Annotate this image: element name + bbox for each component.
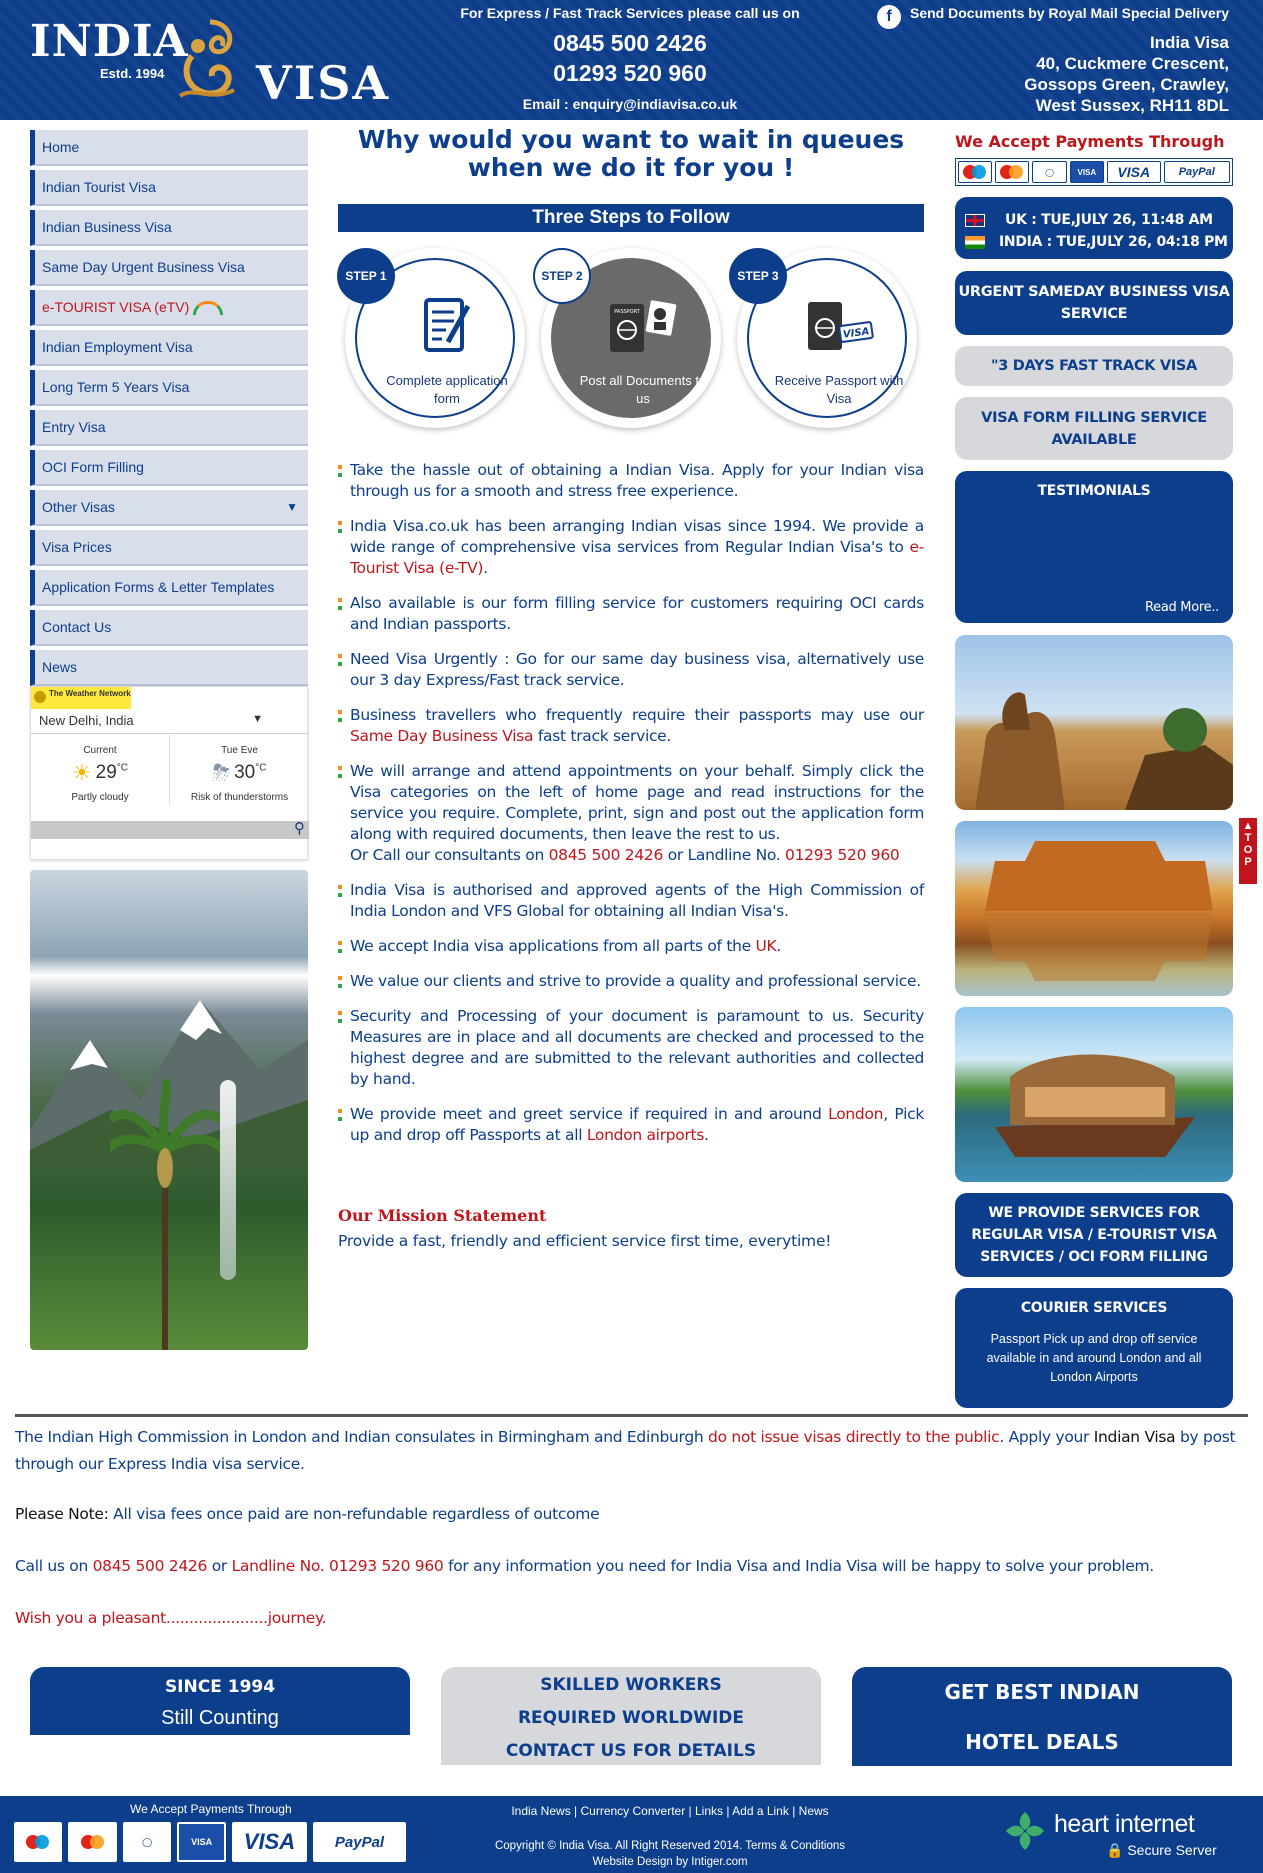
footer-links: India News | Currency Converter | Links | Add a Link | News	[511, 1804, 829, 1818]
page-title	[338, 126, 924, 182]
site-footer	[0, 1796, 1263, 1873]
step-1-badge: STEP 1	[337, 248, 395, 304]
paragraph-text: , Pick up and drop off Passports at all	[350, 1105, 924, 1144]
sidebar-item-label: Indian Business Visa	[42, 219, 172, 235]
weather-network-logo[interactable]: The Weather Network	[31, 687, 131, 709]
header-address	[1024, 32, 1229, 116]
counting-text: Still Counting	[161, 1707, 279, 1729]
address-line: India Visa	[1149, 33, 1229, 52]
paragraph-text: India Visa.co.uk has been arranging Indian visas since 1994. We provide a wide range of comprehensive visa services from Regular Indian Visa's to	[350, 517, 924, 556]
note-text: All visa fees once paid are non-refundable regardless of outcome	[108, 1505, 600, 1523]
uk-link[interactable]: UK	[755, 937, 777, 955]
testimonials-title: TESTIMONIALS	[1037, 483, 1151, 499]
step-3-text: Receive Passport with Visa	[774, 373, 904, 406]
camel-graphic	[955, 635, 1233, 810]
paypal-icon: PayPal	[313, 1822, 406, 1862]
houseboat-graphic	[955, 1007, 1233, 1182]
logo-emblem-icon[interactable]	[172, 16, 248, 102]
courier-title: COURIER SERVICES	[1020, 1300, 1168, 1316]
visa-card-icon: VISA	[1107, 161, 1161, 183]
footer-payment-cards	[14, 1822, 406, 1862]
note-text: or	[207, 1557, 232, 1575]
uk-time: UK : TUE,JULY 26, 11:48 AM	[1005, 212, 1213, 228]
fort-graphic	[955, 821, 1233, 996]
regular-visa-services-button[interactable]: WE PROVIDE SERVICES FOR REGULAR VISA / E-TOURIST VISA SERVICES / OCI FORM FILLING	[955, 1193, 1233, 1277]
back-to-top-button[interactable]	[1239, 818, 1257, 884]
sidebar-item-news[interactable]	[30, 650, 308, 686]
sidebar-item-label: Home	[42, 139, 80, 155]
weather-next-desc: Risk of thunderstorms	[190, 792, 289, 803]
temp-unit: °C	[116, 762, 129, 774]
weather-city-select[interactable]: New Delhi, India	[39, 713, 134, 728]
paragraph-text: or Landline No.	[663, 846, 786, 864]
chevron-down-icon: ▼	[286, 500, 298, 514]
weather-current-desc: Partly cloudy	[71, 792, 129, 803]
palm-tree-graphic	[110, 1070, 220, 1350]
temp-unit: °C	[255, 762, 267, 774]
address-line: West Sussex, RH11 8DL	[1035, 96, 1229, 115]
title-line: when we do it for you !	[467, 153, 795, 182]
maestro-card-icon	[14, 1822, 62, 1862]
time-clock-box	[955, 197, 1233, 259]
step-2-badge: STEP 2	[533, 248, 591, 304]
title-line: Why would you want to wait in queues	[357, 125, 905, 154]
steps-heading: Three Steps to Follow	[338, 204, 924, 232]
content-paragraph	[338, 761, 924, 866]
footer-link-add[interactable]: Add a Link	[732, 1804, 789, 1818]
weather-next-label: Tue Eve	[221, 745, 258, 756]
header-phone-landline[interactable]: 01293 520 960	[553, 60, 707, 86]
call-us-note	[15, 1553, 1250, 1580]
sidebar-item-label: Visa Prices	[42, 539, 112, 555]
sidebar-item-employment-visa[interactable]	[30, 330, 308, 366]
paragraph-text: fast track service.	[533, 727, 672, 745]
landline-link[interactable]: Landline No. 01293 520 960	[231, 1557, 444, 1575]
address-line: Gossops Green, Crawley,	[1024, 75, 1229, 94]
header-phone-primary[interactable]: 0845 500 2426	[553, 30, 707, 56]
secure-label: Secure Server	[1127, 1842, 1217, 1858]
section-divider	[15, 1414, 1248, 1417]
step-1-text: Complete application form	[386, 373, 508, 406]
weather-current-label: Current	[83, 745, 117, 756]
paragraph-text: .	[704, 1126, 709, 1144]
passport-visa-icon	[804, 296, 874, 358]
paypal-icon: PayPal	[1164, 161, 1230, 183]
sidebar-item-label: News	[42, 659, 78, 675]
sidebar-nav	[30, 130, 308, 690]
weather-search-bar[interactable]	[31, 821, 309, 839]
paragraph-text: .	[483, 559, 488, 577]
houseboat-image[interactable]	[955, 1007, 1233, 1182]
content-paragraph: Security and Processing of your document is paramount to us. Security Measures are in place and all documents are checked and processed to the highest degree and are submitted to the relevant authorities and collected by hand.	[338, 1006, 924, 1090]
sidebar-item-label: Same Day Urgent Business Visa	[42, 259, 245, 275]
sidebar-item-label: Indian Employment Visa	[42, 339, 193, 355]
arrow-up-icon: ▲	[1242, 820, 1254, 832]
address-line: 40, Cuckmere Crescent,	[1036, 54, 1229, 73]
paragraph-text: .	[776, 937, 782, 955]
london-link[interactable]: London	[828, 1105, 884, 1123]
logo-india-text[interactable]: INDIA	[30, 16, 189, 67]
phone-link[interactable]: 0845 500 2426	[92, 1557, 208, 1575]
step-3-badge: STEP 3	[729, 248, 787, 304]
heart-internet-text: heart internet	[1054, 1810, 1195, 1838]
content-paragraph: India Visa is authorised and approved agents of the High Commission of India London and VFS Global for obtaining all Indian Visa's.	[338, 880, 924, 922]
payment-cards	[955, 158, 1233, 186]
skilled-line: CONTACT US FOR DETAILS	[505, 1741, 757, 1761]
visa-electron-icon: VISA	[177, 1822, 225, 1862]
royal-mail-label: Send Documents by Royal Mail Special Delivery	[910, 5, 1229, 21]
step-2-card	[541, 248, 721, 428]
skilled-line: REQUIRED WORLDWIDE	[517, 1708, 745, 1728]
read-more-link[interactable]: Read More..	[1145, 600, 1219, 615]
sidebar-item-tourist-visa[interactable]	[30, 170, 308, 206]
paragraph-text: We provide meet and greet service if required in and around	[350, 1105, 829, 1123]
step-2-text: Post all Documents to us	[579, 373, 707, 406]
london-airports-link[interactable]: London airports	[586, 1126, 705, 1144]
weather-current	[31, 735, 170, 805]
landline-link[interactable]: 01293 520 960	[785, 846, 900, 864]
step-1-card	[345, 248, 525, 428]
passport-documents-icon	[608, 296, 678, 358]
india-flag-icon	[965, 236, 985, 249]
tricolor-arc-icon	[193, 301, 223, 315]
weather-current-temp: 29	[95, 762, 117, 784]
sidebar-item-label: Entry Visa	[42, 419, 106, 435]
india-time: INDIA : TUE,JULY 26, 04:18 PM	[999, 234, 1228, 250]
same-day-business-visa-link[interactable]: Same Day Business Visa	[350, 727, 534, 745]
sidebar-item-label: Application Forms & Letter Templates	[42, 579, 275, 595]
svg-text:VISA: VISA	[842, 326, 871, 341]
footer-link-news[interactable]: News	[798, 1804, 829, 1818]
header-email[interactable]: Email : enquiry@indiavisa.co.uk	[522, 96, 738, 112]
e-tourist-visa-link[interactable]: e-Tourist Visa (e-TV)	[350, 538, 924, 577]
fees-note	[15, 1501, 1250, 1528]
content-paragraph: We value our clients and strive to provide a quality and professional service.	[338, 971, 924, 992]
weather-widget	[30, 686, 308, 860]
facebook-icon[interactable]: f	[877, 5, 901, 29]
sidebar-item-other-visas[interactable]	[30, 490, 308, 526]
sidebar-item-label: Indian Tourist Visa	[42, 179, 156, 195]
dropdown-arrow-icon[interactable]: ▼	[252, 713, 263, 725]
utp-card-icon: ◯	[1032, 161, 1066, 183]
site-header	[0, 0, 1263, 120]
note-text: for any information you need for India Visa and India Visa will be happy to solve your problem.	[443, 1557, 1154, 1575]
phone-link[interactable]: 0845 500 2426	[548, 846, 664, 864]
svg-text:PASSPORT: PASSPORT	[614, 309, 640, 315]
note-label: Please Note:	[15, 1505, 109, 1523]
testimonials-box	[955, 471, 1233, 623]
footer-copyright	[440, 1838, 900, 1870]
mission-title: Our Mission Statement	[338, 1206, 547, 1225]
sidebar-item-contact-us[interactable]	[30, 610, 308, 646]
fort-lake-image[interactable]	[955, 821, 1233, 996]
thunderstorm-icon: ⛈	[212, 760, 231, 785]
notice-text: by post through our Express India visa service.	[15, 1428, 1236, 1473]
sidebar-item-business-visa[interactable]	[30, 210, 308, 246]
skilled-line: SKILLED WORKERS	[540, 1675, 722, 1695]
note-text: Call us on	[15, 1557, 93, 1575]
sidebar-item-label: OCI Form Filling	[42, 459, 144, 475]
sidebar-item-oci-form[interactable]	[30, 450, 308, 486]
utp-card-icon: ◯	[123, 1822, 171, 1862]
waterfall-graphic	[220, 1080, 236, 1280]
design-credit[interactable]: Website Design by Intiger.com	[592, 1856, 748, 1868]
waterfall-landscape-image	[30, 870, 308, 1350]
farewell-text: Wish you a pleasant......................journey.	[15, 1609, 327, 1627]
content-paragraph	[338, 936, 924, 957]
content-paragraph	[338, 705, 924, 747]
sidebar-item-e-tourist-visa[interactable]	[30, 290, 308, 326]
sidebar-item-entry-visa[interactable]	[30, 410, 308, 446]
top-letter: P	[1244, 856, 1252, 868]
top-letter: O	[1243, 844, 1253, 856]
footer-payments-title: We Accept Payments Through	[130, 1802, 292, 1816]
paragraph-text: Business travellers who frequently require their passports may use our	[350, 706, 924, 724]
weather-next	[170, 735, 309, 805]
content-paragraph: Need Visa Urgently : Go for our same day business visa, alternatively use our 3 day Express/Fast track service.	[338, 649, 924, 691]
camel-boat-image[interactable]	[955, 635, 1233, 810]
weather-divider	[31, 733, 309, 734]
hotel-deals-banner[interactable]	[852, 1667, 1232, 1766]
footer-link-india-news[interactable]: India News	[511, 1804, 571, 1818]
top-letter: T	[1244, 832, 1252, 844]
sidebar-item-long-term-visa[interactable]	[30, 370, 308, 406]
notice-highlight: Indian Visa	[1093, 1428, 1176, 1446]
express-label: For Express / Fast Track Services please call us on	[460, 5, 800, 21]
since-text: SINCE 1994	[164, 1677, 276, 1697]
footer-link-links[interactable]: Links	[695, 1804, 724, 1818]
sidebar-item-label: Other Visas	[42, 499, 115, 515]
heart-internet-badge[interactable]	[1000, 1802, 1230, 1862]
sidebar-item-application-forms[interactable]	[30, 570, 308, 606]
mastercard-icon	[68, 1822, 116, 1862]
sidebar-item-label: Long Term 5 Years Visa	[42, 379, 190, 395]
footer-link-currency[interactable]: Currency Converter	[580, 1804, 686, 1818]
logo-visa-text[interactable]: VISA	[256, 56, 391, 110]
lock-icon: 🔒	[1106, 1842, 1124, 1858]
courier-services-box[interactable]	[955, 1288, 1233, 1408]
urgent-sameday-visa-button[interactable]: URGENT SAMEDAY BUSINESS VISA SERVICE	[955, 271, 1233, 335]
high-commission-notice	[15, 1424, 1250, 1478]
since-1994-banner	[30, 1667, 410, 1735]
payments-title: We Accept Payments Through	[955, 132, 1225, 151]
step-3-card	[737, 248, 917, 428]
sidebar-item-label: Contact Us	[42, 619, 112, 635]
paragraph-text: We will arrange and attend appointments on your behalf. Simply click the Visa categories on the left of home page and read instructions for the service you require. Complete, print, sign and post out the application form along with required documents, then leave the rest to us.	[350, 762, 924, 843]
courier-text: Passport Pick up and drop off service available in and around London and all London Airports	[986, 1332, 1202, 1384]
paragraph-text: Or Call our consultants on	[350, 846, 549, 864]
fast-track-visa-button[interactable]: "3 DAYS FAST TRACK VISA	[955, 346, 1233, 386]
notice-text: The Indian High Commission in London and Indian consulates in Birmingham and Edinburgh	[15, 1428, 709, 1446]
content-paragraph	[338, 516, 924, 579]
paragraph-text: We accept India visa applications from all parts of the	[350, 937, 756, 955]
notice-highlight: do not issue visas directly to the public	[708, 1428, 1000, 1446]
content-paragraph: Also available is our form filling service for customers requiring OCI cards and Indian passports.	[338, 593, 924, 635]
content-paragraph	[338, 1104, 924, 1146]
sidebar-item-label: e-TOURIST VISA (eTV)	[42, 299, 190, 315]
uk-flag-icon	[965, 214, 985, 227]
mission-text: Provide a fast, friendly and efficient service first time, everytime!	[338, 1232, 832, 1250]
hotel-line: GET BEST INDIAN	[944, 1680, 1140, 1704]
skilled-workers-banner[interactable]	[441, 1667, 821, 1765]
secure-server-text	[1106, 1842, 1217, 1859]
content-paragraph: Take the hassle out of obtaining a Indian Visa. Apply for your Indian visa through us for a smooth and stress free experience.	[338, 460, 924, 502]
copyright-text[interactable]: Copyright © India Visa. All Right Reserved 2014. Terms & Conditions	[494, 1840, 846, 1852]
sidebar-item-home[interactable]	[30, 130, 308, 166]
visa-card-icon: VISA	[232, 1822, 307, 1862]
logo-estd-text: Estd. 1994	[100, 66, 165, 81]
partly-cloudy-icon: ☀	[71, 760, 92, 785]
search-icon[interactable]: ⚲	[294, 820, 305, 837]
mastercard-icon	[995, 161, 1029, 183]
maestro-card-icon	[958, 161, 992, 183]
visa-electron-icon: VISA	[1070, 161, 1104, 183]
sidebar-item-visa-prices[interactable]	[30, 530, 308, 566]
main-content	[338, 460, 924, 1160]
sidebar-item-same-day-visa[interactable]	[30, 250, 308, 286]
form-filling-service-button[interactable]: VISA FORM FILLING SERVICE AVAILABLE	[955, 397, 1233, 460]
form-document-icon	[412, 296, 482, 358]
weather-next-temp: 30	[234, 762, 256, 784]
notice-text: . Apply your	[999, 1428, 1094, 1446]
hotel-line: HOTEL DEALS	[965, 1730, 1119, 1754]
heart-internet-logo-icon	[1002, 1808, 1048, 1854]
